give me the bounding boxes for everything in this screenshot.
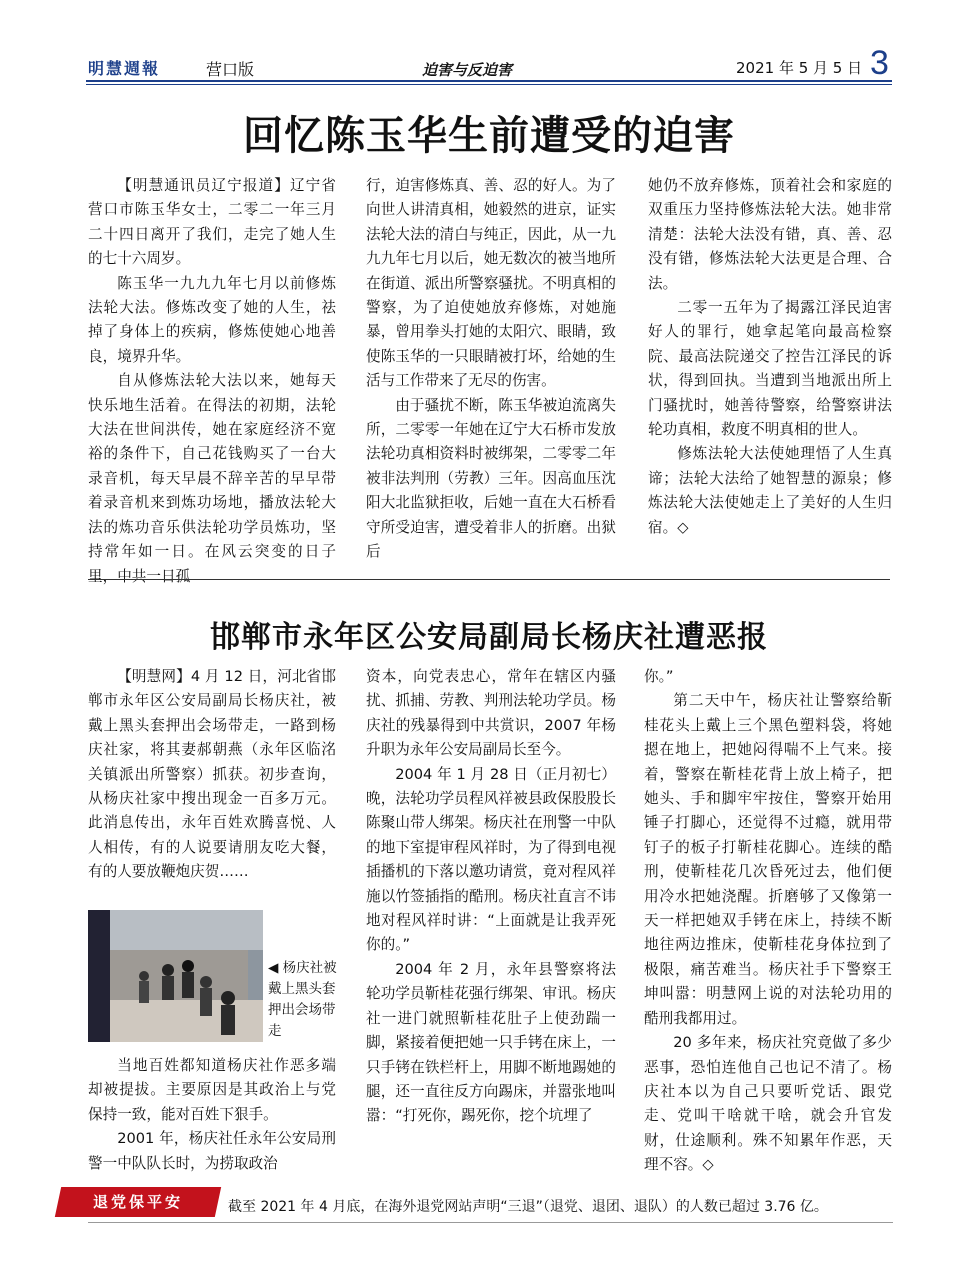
paragraph: 【明慧通讯员辽宁报道】辽宁省营口市陈玉华女士，二零二一年三月二十四日离开了我们，走完了她人生的七十六周岁。 <box>88 177 336 268</box>
article1-column-1 <box>88 174 336 589</box>
header-rule-thin <box>86 84 892 85</box>
article2-column-1-bottom <box>88 1054 336 1176</box>
section-label: 迫害与反迫害 <box>422 61 513 79</box>
paragraph: 2001 年，杨庆社任永年公安局刑警一中队队长时，为捞取政治 <box>88 1130 336 1172</box>
article2-column-2 <box>366 665 616 1129</box>
paragraph: 第二天中午，杨庆社让警察给靳桂花头上戴上三个黑色塑料袋，将她摁在地上，把她闷得喘不上气来。接着，警察在靳桂花背上放上椅子，把她头、手和脚牢牢按住，警察开始用锤子打脚心，还觉得不过瘾，就用带钉子的板子打靳桂花脚心。连续的酷刑，使靳桂花几次昏死过去，他们便用冷水把她浇醒。折磨够了又像第一天一样把她双手铐在床上，持续不断地往两边推床，使靳桂花身体拉到了极限，痛苦难当。杨庆社手下警察王坤叫嚣：明慧网上说的对法轮功用的酷刑我都用过。 <box>644 692 892 1027</box>
paragraph: 2004 年 1 月 28 日（正月初七）晚，法轮功学员程风祥被县政保股股长陈聚山带人绑架。杨庆社在刑警一中队的地下室提审程风祥时，为了得到电视插播机的下落以邀功请赏，竟对程风祥施以竹签插指的酷刑。杨庆社直言不讳地对程风祥时讲：“上面就是让我弄死你的。” <box>366 765 616 954</box>
article1-column-2 <box>366 174 616 565</box>
footer-rule <box>88 1222 893 1223</box>
article1-column-3 <box>648 174 892 540</box>
issue-date: 2021 年 5 月 5 日 <box>736 59 863 77</box>
paragraph: 由于骚扰不断，陈玉华被迫流离失所，二零零一年她在辽宁大石桥市发放法轮功真相资料时被绑架，二零零二年被非法判刑（劳教）三年。因高血压沈阳大北监狱拒收，后她一直在大石桥看守所受迫害，遭受着非人的折磨。出狱后 <box>366 396 616 561</box>
news-photo <box>88 910 263 1042</box>
masthead-name: 明慧週報 <box>88 59 161 78</box>
paragraph: 二零一五年为了揭露江泽民迫害好人的罪行，她拿起笔向最高检察院、最高法院递交了控告江泽民的诉状，得到回执。当遭到当地派出所上门骚扰时，她善待警察，给警察讲法轮功真相，救度不明真相的世人。 <box>648 299 892 439</box>
paragraph: 陈玉华一九九九年七月以前修炼法轮大法。修炼改变了她的人生，祛掉了身体上的疾病，修炼使她心地善良，境界升华。 <box>88 274 336 365</box>
paragraph: 资本，向党表忠心，常年在辖区内骚扰、抓捕、劳教、判刑法轮功学员。杨庆社的残暴得到中共赏识，2007 年杨升职为永年公安局副局长至今。 <box>366 668 616 759</box>
paragraph: 修炼法轮大法使她理悟了人生真谛；法轮大法给了她智慧的源泉；修炼法轮大法使她走上了美好的人生归宿。◇ <box>648 445 892 536</box>
paragraph: 她仍不放弃修炼，顶着社会和家庭的双重压力坚持修炼法轮大法。她非常清楚：法轮大法没有错，真、善、忍没有错，修炼法轮大法更是合理、合法。 <box>648 177 892 292</box>
footer-badge-label: 退党保平安 <box>92 1193 183 1211</box>
paragraph: 【明慧网】4 月 12 日，河北省邯郸市永年区公安局副局长杨庆社，被戴上黑头套押出会场带走，一路到杨庆社家，将其妻郝朝燕（永年区临洺关镇派出所警察）抓获。初步查询，从杨庆社家中搜出现金一百多万元。此消息传出，永年百姓欢腾喜悦、人人相传，有的人说要请朋友吃大餐，有的人要放鞭炮庆贺…… <box>88 668 336 881</box>
photo-caption: ◀ 杨庆社被戴上黑头套押出会场带走 <box>268 960 337 1039</box>
footer-badge <box>55 1187 221 1217</box>
paragraph: 自从修炼法轮大法以来，她每天快乐地生活着。在得法的初期，法轮大法在世间洪传，她在家庭经济不宽裕的条件下，自己花钱购买了一台大录音机，每天早晨不辞辛苦的早早带着录音机来到炼功场地，播放法轮大法的炼功音乐供法轮功学员炼功，坚持常年如一日。在风云突变的日子里，中共一日孤 <box>88 372 336 585</box>
article-divider <box>88 579 890 580</box>
header-rule <box>86 80 892 82</box>
article2-title: 邯郸市永年区公安局副局长杨庆社遭恶报 <box>210 620 768 655</box>
paragraph: 行，迫害修炼真、善、忍的好人。为了向世人讲清真相，她毅然的进京，证实法轮大法的清白与纯正，因此，从一九九九年七月以后，她无数次的被当地所在街道、派出所警察骚扰。不明真相的警察，为了迫使她放弃修炼，对她施暴，曾用拳头打她的太阳穴、眼睛，致使陈玉华的一只眼睛被打坏，给她的生活与工作带来了无尽的伤害。 <box>366 177 616 390</box>
article2-column-1-top <box>88 665 336 885</box>
paragraph: 2004 年 2 月，永年县警察将法轮功学员靳桂花强行绑架、审讯。杨庆社一进门就照靳桂花肚子上使劲踹一脚，紧接着便把她一只手铐在床上，一只手铐在铁栏杆上，用脚不断地踢她的腿，还一直往反方向踢床，并嚣张地叫嚣：“打死你，踢死你，挖个坑埋了 <box>366 960 616 1125</box>
paragraph: 你。” <box>644 668 674 685</box>
page-number: 3 <box>870 44 889 82</box>
paragraph: 20 多年来，杨庆社究竟做了多少恶事，恐怕连他自己也记不清了。杨庆社本以为自己只要听党话、跟党走、党叫干啥就干啥，就会升官发财，仕途顺利。殊不知累年作恶，天理不容。◇ <box>644 1034 892 1174</box>
article1-title: 回忆陈玉华生前遭受的迫害 <box>243 113 735 159</box>
paragraph: 当地百姓都知道杨庆社作恶多端却被提拔。主要原因是其政治上与党保持一致，能对百姓下狠手。 <box>88 1057 336 1123</box>
article2-column-3 <box>644 665 892 1178</box>
edition-label: 营口版 <box>206 60 255 79</box>
photo-illustration <box>88 910 263 1042</box>
footer-notice: 截至 2021 年 4 月底，在海外退党网站声明“三退”（退党、退团、退队）的人数已超过 3.76 亿。 <box>228 1199 828 1215</box>
